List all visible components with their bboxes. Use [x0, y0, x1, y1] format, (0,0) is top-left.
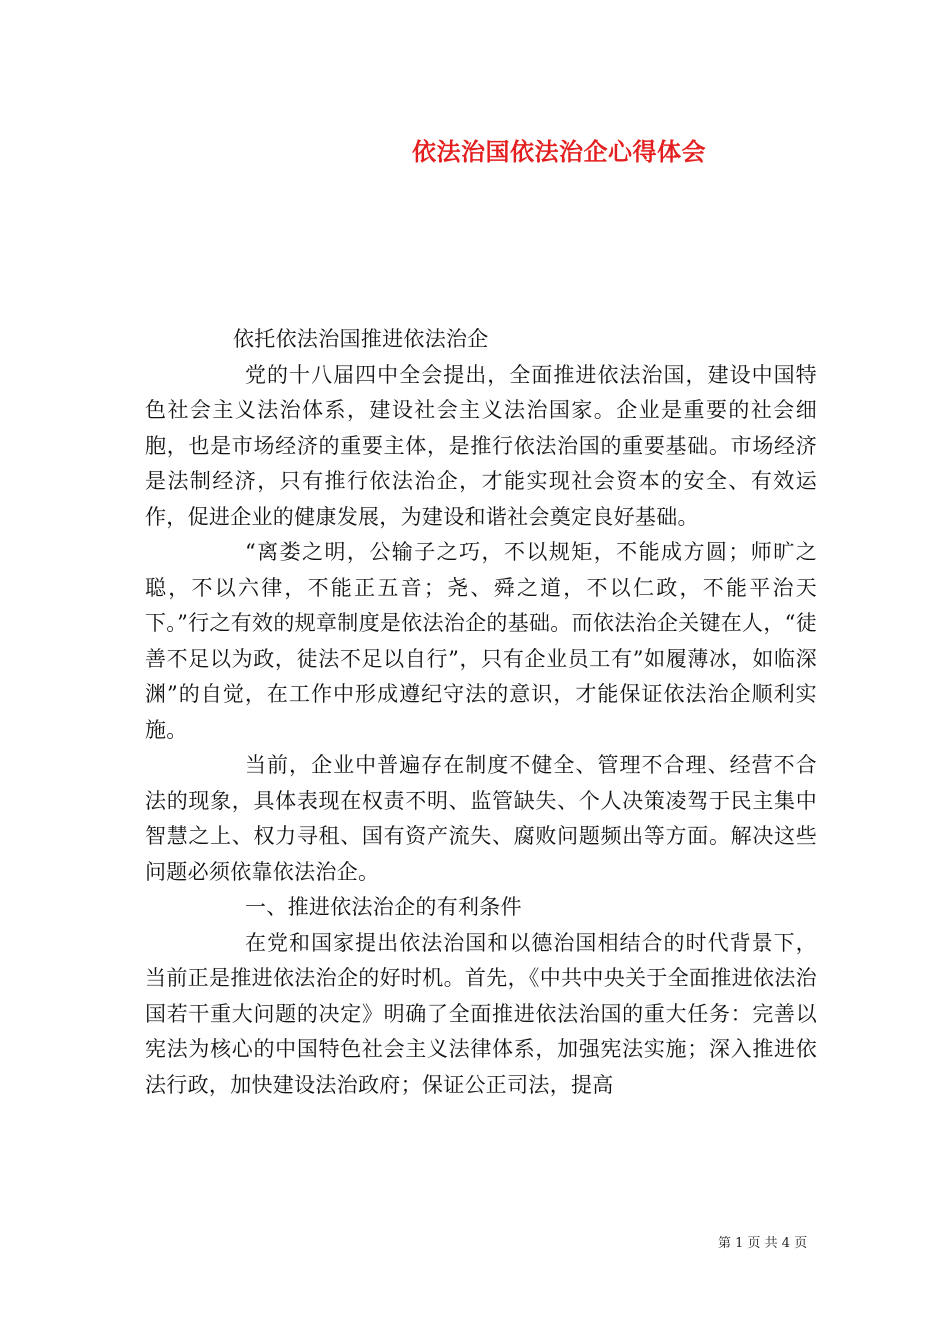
document-subtitle: 依托依法治国推进依法治企 — [233, 327, 489, 351]
document-title: 依法治国依法治企心得体会 — [412, 137, 706, 166]
page-number-footer: 第 1 页 共 4 页 — [718, 1236, 808, 1251]
document-body — [145, 322, 817, 1103]
paragraph-2: “离娄之明，公输子之巧，不以规矩，不能成方圆；师旷之聪，不以六律，不能正五音；尧、舜之道，不以仁政，不能平治天下。”行之有效的规章制度是依法治企的基础。而依法治企关键在人，“徒善不足以为政，徒法不足以自行”，只有企业员工有”如履薄冰，如临深渊”的自觉，在工作中形成遵纪守法的意识，才能保证依法治企顺利实施。 — [145, 540, 817, 742]
paragraph-1: 党的十八届四中全会提出，全面推进依法治国，建设中国特色社会主义法治体系，建设社会主义法治国家。企业是重要的社会细胞，也是市场经济的重要主体，是推行依法治国的重要基础。市场经济是法制经济，只有推行依法治企，才能实现社会资本的安全、有效运作，促进企业的健康发展，为建设和谐社会奠定良好基础。 — [145, 362, 817, 529]
section-paragraph: 在党和国家提出依法治国和以德治国相结合的时代背景下，当前正是推进依法治企的好时机。首先，《中共中央关于全面推进依法治国若干重大问题的决定》明确了全面推进依法治国的重大任务：完善以宪法为核心的中国特色社会主义法律体系，加强宪法实施；深入推进依法行政，加快建设法治政府；保证公正司法，提高 — [145, 930, 817, 1097]
section-heading: 一、推进依法治企的有利条件 — [245, 895, 522, 919]
paragraph-3: 当前，企业中普遍存在制度不健全、管理不合理、经营不合法的现象，具体表现在权责不明、监管缺失、个人决策凌驾于民主集中智慧之上、权力寻租、国有资产流失、腐败问题频出等方面。解决这些问题必须依靠依法治企。 — [145, 753, 817, 884]
